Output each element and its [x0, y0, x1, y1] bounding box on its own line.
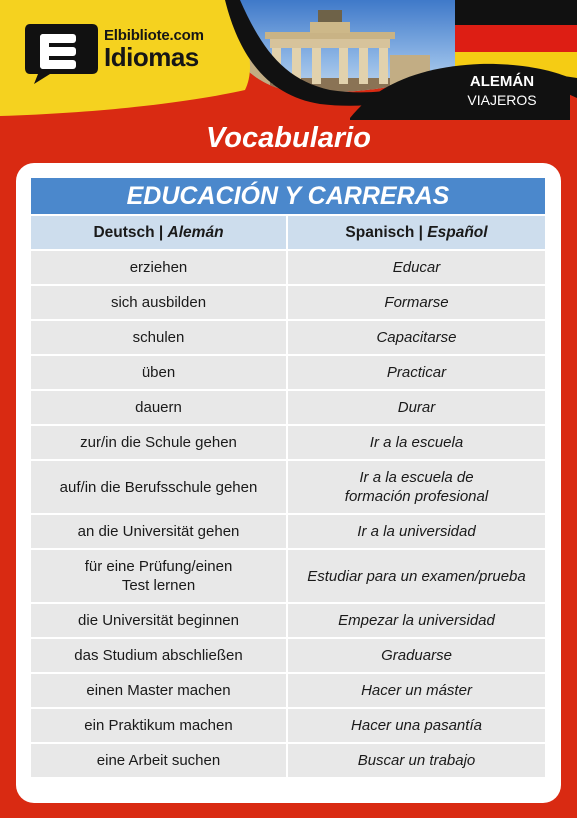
table-row — [31, 251, 545, 286]
header — [0, 0, 577, 120]
spanish-term: Hacer una pasantía — [288, 709, 545, 744]
german-term: dauern — [31, 391, 288, 426]
table-row — [31, 515, 545, 550]
spanish-term: Formarse — [288, 286, 545, 321]
table-row — [31, 321, 545, 356]
badge-audience: VIAJEROS — [467, 92, 537, 108]
german-term: für eine Prüfung/einen Test lernen — [31, 550, 288, 604]
german-term: ein Praktikum machen — [31, 709, 288, 744]
table-row — [31, 744, 545, 779]
spanish-term: Ir a la escuela de formación profesional — [288, 461, 545, 515]
header-german: Deutsch | Alemán — [31, 216, 288, 251]
german-term: zur/in die Schule gehen — [31, 426, 288, 461]
table-header-row — [31, 216, 545, 251]
table-row — [31, 391, 545, 426]
logo-e-icon — [24, 20, 100, 82]
spanish-term: Ir a la universidad — [288, 515, 545, 550]
section-title: Vocabulario — [206, 122, 371, 154]
table-row — [31, 461, 545, 515]
german-term: das Studium abschließen — [31, 639, 288, 674]
spanish-term: Graduarse — [288, 639, 545, 674]
spanish-term: Estudiar para un examen/prueba — [288, 550, 545, 604]
table-row — [31, 426, 545, 461]
vocabulary-table — [31, 216, 545, 779]
table-row — [31, 604, 545, 639]
german-term: die Universität beginnen — [31, 604, 288, 639]
table-title: EDUCACIÓN Y CARRERAS — [31, 178, 545, 214]
german-term: eine Arbeit suchen — [31, 744, 288, 779]
german-term: auf/in die Berufsschule gehen — [31, 461, 288, 515]
spanish-term: Empezar la universidad — [288, 604, 545, 639]
spanish-term: Capacitarse — [288, 321, 545, 356]
spanish-term: Buscar un trabajo — [288, 744, 545, 779]
spanish-term: Hacer un máster — [288, 674, 545, 709]
table-row — [31, 550, 545, 604]
spanish-term: Durar — [288, 391, 545, 426]
german-term: einen Master machen — [31, 674, 288, 709]
german-term: üben — [31, 356, 288, 391]
badge-language: ALEMÁN — [469, 73, 535, 90]
table-row — [31, 356, 545, 391]
spanish-term: Practicar — [288, 356, 545, 391]
german-term: schulen — [31, 321, 288, 356]
header-spanish: Spanisch | Español — [288, 216, 545, 251]
brand-name: Idiomas — [104, 42, 199, 72]
spanish-term: Educar — [288, 251, 545, 286]
brand-site-name: Elbibliote.com — [104, 27, 204, 44]
language-badge — [452, 72, 552, 110]
table-row — [31, 286, 545, 321]
table-row — [31, 709, 545, 744]
spanish-term: Ir a la escuela — [288, 426, 545, 461]
german-term: erziehen — [31, 251, 288, 286]
german-term: sich ausbilden — [31, 286, 288, 321]
table-row — [31, 639, 545, 674]
table-row — [31, 674, 545, 709]
german-term: an die Universität gehen — [31, 515, 288, 550]
